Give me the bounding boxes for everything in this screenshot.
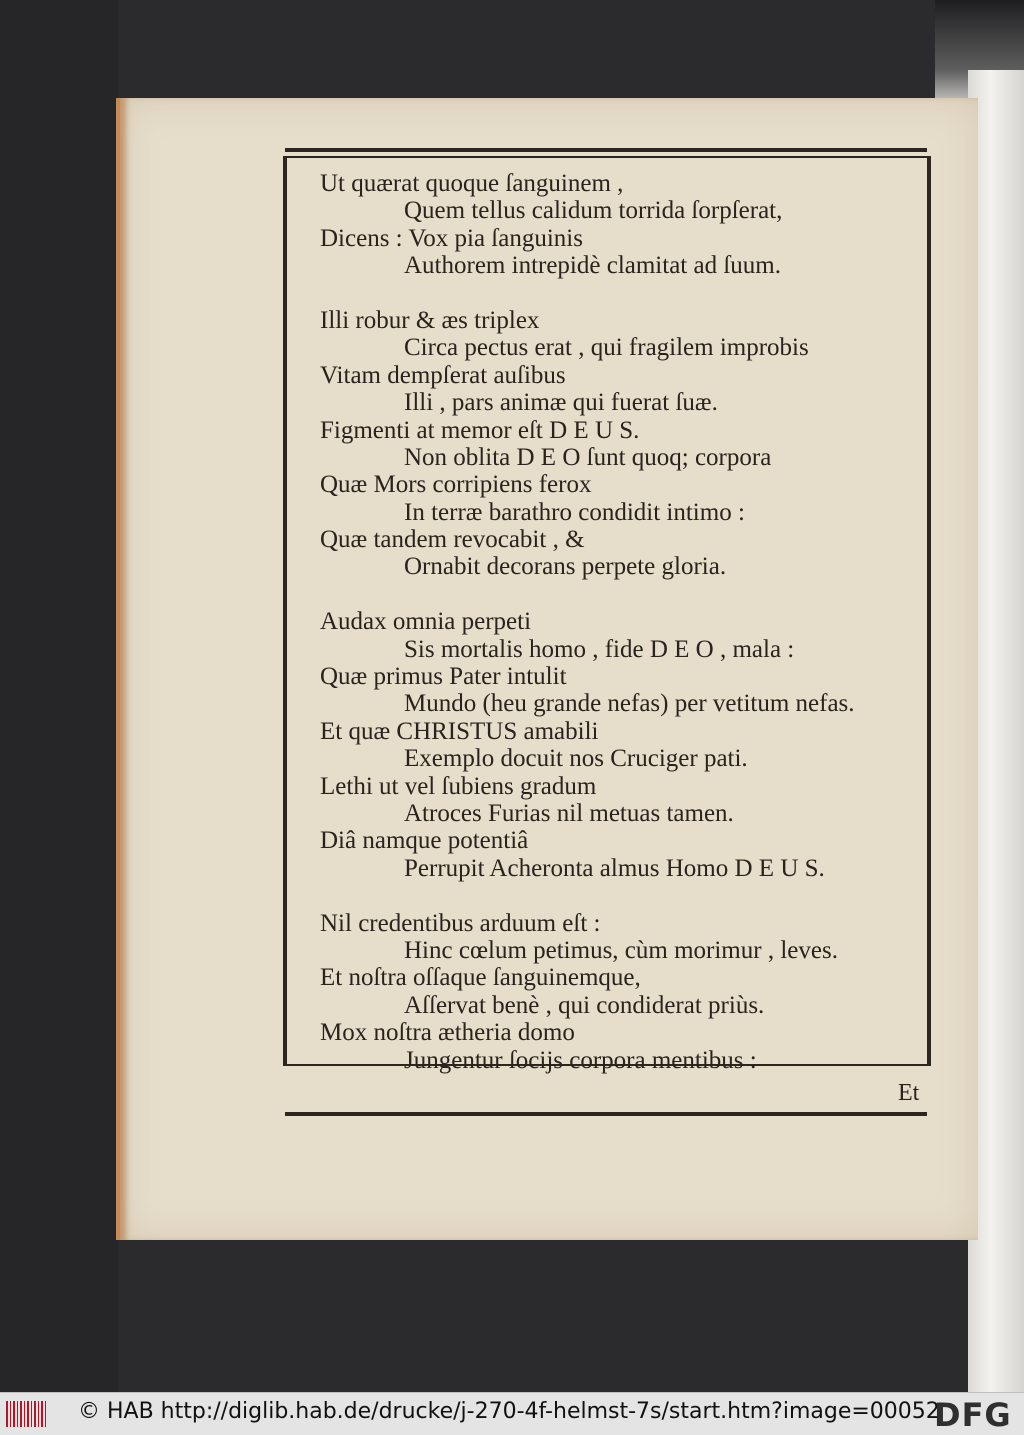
poem-line: Sis mortalis homo , fide D E O , mala : xyxy=(404,635,795,663)
poem-line: Et noſtra oſſaque ſanguinemque, xyxy=(320,964,641,992)
stanza-gap xyxy=(320,581,920,608)
poem-line: Et quæ CHRISTUS amabili xyxy=(320,717,599,745)
stanza-gap xyxy=(320,882,920,909)
poem-line: Lethi ut vel ſubiens gradum xyxy=(320,772,597,800)
poem-line: Mox noſtra ætheria domo xyxy=(320,1019,575,1047)
dfg-logo: DFG xyxy=(934,1396,1012,1434)
poem-line: In terræ barathro condidit intimo : xyxy=(404,498,745,526)
viewer-footer xyxy=(0,1392,1024,1435)
poem-line: Quæ tandem revocabit , & xyxy=(320,526,585,554)
poem-line: Illi robur & æs triplex xyxy=(320,306,540,334)
poem-line: Quem tellus calidum torrida ſorpſerat, xyxy=(404,197,783,225)
poem-line: Ornabit decorans perpete gloria. xyxy=(404,553,727,581)
poem-line: Quæ Mors corripiens ferox xyxy=(320,471,592,499)
poem-line: Atroces Furias nil metuas tamen. xyxy=(404,799,734,827)
poem-text xyxy=(320,170,920,1074)
book-page xyxy=(116,98,978,1240)
poem-line: Exemplo docuit nos Cruciger pati. xyxy=(404,745,748,773)
poem-line: Figmenti at memor eſt D E U S. xyxy=(320,416,640,444)
poem-line: Ut quærat quoque ſanguinem , xyxy=(320,170,624,197)
poem-line: Authorem intrepidè clamitat ad ſuum. xyxy=(404,252,781,280)
poem-line: Illi , pars animæ qui fuerat ſuæ. xyxy=(404,389,718,417)
poem-line: Nil credentibus arduum eſt : xyxy=(320,909,601,937)
copyright-url-text[interactable]: © HAB http://diglib.hab.de/drucke/j-270-4f-helmst-7s/start.htm?image=00052 xyxy=(78,1399,940,1424)
poem-line: Quæ primus Pater intulit xyxy=(320,663,567,691)
poem-line: Dicens : Vox pia ſanguinis xyxy=(320,224,583,252)
poem-line: Aſſervat benè , qui condiderat priùs. xyxy=(404,991,765,1019)
poem-line: Circa pectus erat , qui fragilem improbis xyxy=(404,334,809,362)
scan-background-left xyxy=(0,0,118,1392)
poem-line: Jungentur ſocijs corpora mentibus : xyxy=(404,1046,757,1074)
stanza-gap xyxy=(320,280,920,307)
catchword: Et xyxy=(898,1080,920,1106)
poem-line: Diâ namque potentiâ xyxy=(320,827,529,855)
poem-line: Audax omnia perpeti xyxy=(320,608,532,636)
poem-line: Vitam dempſerat auſibus xyxy=(320,361,566,389)
poem-line: Hinc cœlum petimus, cùm morimur , leves. xyxy=(404,936,838,964)
poem-line: Mundo (heu grande nefas) per vetitum nefas. xyxy=(404,690,855,718)
library-barcode-icon xyxy=(6,1401,48,1427)
poem-line: Perrupit Acheronta almus Homo D E U S. xyxy=(404,854,825,882)
poem-line: Non oblita D E O ſunt quoq; corpora xyxy=(404,443,772,471)
